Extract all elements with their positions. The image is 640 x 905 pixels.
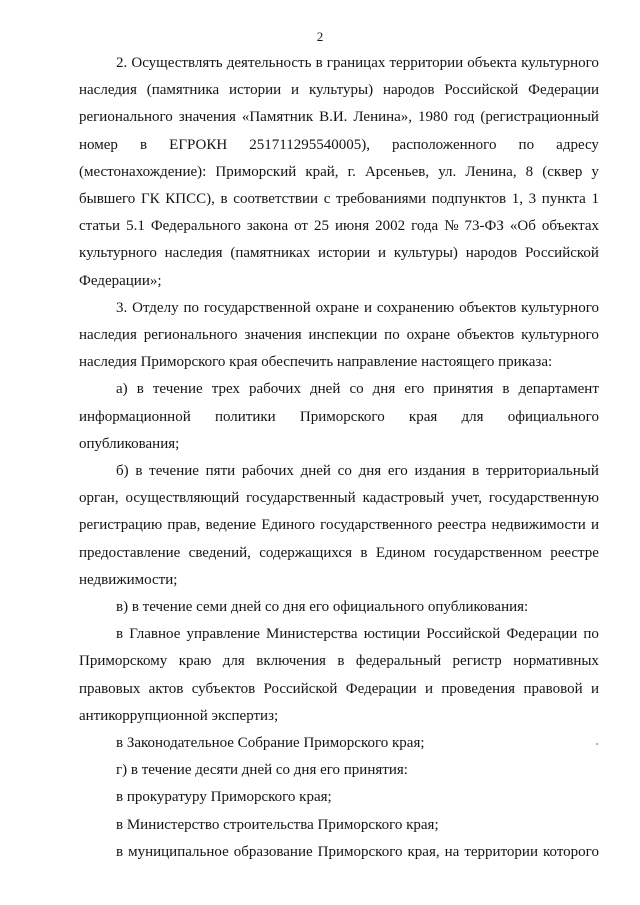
word: по [384, 327, 400, 344]
word: в [139, 136, 148, 153]
word: в [116, 843, 124, 860]
word: в [135, 463, 143, 480]
paragraph-recipient-ministry [79, 812, 599, 839]
paragraph-recipient-justice [79, 621, 599, 730]
paragraph-subitem-g [79, 757, 599, 784]
word: рабочих [241, 463, 294, 480]
text-line [79, 676, 599, 703]
text-line [79, 50, 599, 77]
word: сведений, [188, 544, 251, 561]
word: Приморскому [79, 653, 168, 670]
word: (памятниках [230, 245, 311, 262]
text-line [79, 648, 599, 675]
word: течение [149, 463, 199, 480]
word: ГК [140, 191, 160, 208]
document-body [79, 50, 599, 866]
word: народов [382, 82, 435, 99]
word: включения [256, 653, 326, 670]
word: в [337, 653, 345, 670]
word: «Памятник [241, 109, 314, 126]
word: 3 [528, 191, 537, 208]
word: 5.1 [126, 218, 145, 235]
word: территориальный [485, 463, 599, 480]
word: 3. [116, 299, 128, 316]
word: со [349, 381, 364, 398]
paragraph-subitem-b [79, 458, 599, 594]
word: Приморского [299, 408, 385, 425]
text-line: в Министерство строительства Приморского края; [116, 816, 439, 833]
word: реестре [550, 544, 599, 561]
text-line: опубликования; [79, 435, 180, 452]
word: края, [407, 843, 440, 860]
word: в [136, 381, 144, 398]
word: дней [310, 381, 341, 398]
word: объектов [459, 299, 517, 316]
word: объекта [467, 55, 517, 71]
word: Министерства [266, 626, 358, 643]
word: издания [414, 463, 466, 480]
paragraph-item-3 [79, 295, 599, 377]
text-line: недвижимости; [79, 571, 178, 588]
word: и [424, 680, 434, 697]
word: рабочих [248, 381, 301, 398]
scan-speck [596, 743, 598, 745]
word: правовых [79, 680, 141, 697]
word: значения [178, 109, 236, 126]
word: прав, [167, 517, 201, 534]
word: департамент [518, 381, 599, 398]
word: проведения [441, 680, 516, 697]
word: государственный [246, 490, 356, 507]
word: для [222, 653, 245, 670]
text-line: антикоррупционной экспертиз; [79, 707, 279, 724]
word: регионального [143, 327, 238, 344]
text-line [79, 322, 599, 349]
word: Российской [444, 82, 519, 99]
paragraph-recipient-prosecutor [79, 784, 599, 811]
word: Российской [525, 245, 599, 262]
page-number: 2 [316, 29, 324, 44]
word: Приморский [215, 163, 297, 180]
word: правовой [523, 680, 583, 697]
word: Осуществлять [131, 55, 223, 71]
text-line [79, 240, 599, 267]
text-line [79, 159, 599, 186]
word: номер [79, 136, 118, 153]
word: г. [347, 163, 356, 180]
word: государственную [488, 490, 599, 507]
word: объектах [541, 218, 599, 235]
paragraph-recipient-assembly [79, 730, 599, 757]
word: край, [305, 163, 339, 180]
word: культуры) [308, 82, 374, 99]
word: содержащихся [259, 544, 352, 561]
text-line [79, 540, 599, 567]
word: подпунктов [431, 191, 507, 208]
text-line: наследия Приморского края обеспечить направление настоящего приказа: [79, 354, 553, 371]
word: нормативных [513, 653, 599, 670]
word: кадастровый [362, 490, 445, 507]
word: значения [244, 327, 302, 344]
word: юстиции [363, 626, 421, 643]
word: Единого [261, 517, 315, 534]
paragraph-subitem-v [79, 594, 599, 621]
word: деятельность [226, 55, 312, 71]
text-line: г) в течение десяти дней со дня его принятия: [116, 762, 408, 779]
word: края [408, 408, 438, 425]
word: и [363, 299, 372, 316]
word: и [590, 517, 599, 534]
word: истории [318, 245, 371, 262]
word: регистр [452, 653, 502, 670]
word: его [404, 381, 425, 398]
word: государственной [203, 299, 311, 316]
word: Арсеньев, [364, 163, 430, 180]
word: охране [315, 299, 360, 316]
word: 25 [313, 218, 329, 235]
word: (местонахождение): [79, 163, 207, 180]
text-line: Федерации»; [79, 272, 162, 289]
word: год [453, 109, 475, 126]
word: реестра [437, 517, 487, 534]
word: недвижимости [491, 517, 586, 534]
word: образование [233, 843, 313, 860]
word: границах [326, 55, 386, 71]
word: Едином [375, 544, 426, 561]
text-line [79, 132, 599, 159]
paragraph-item-2 [79, 50, 599, 295]
word: 1980 [418, 109, 448, 126]
paragraph-subitem-a [79, 376, 599, 458]
word: осуществляющий [125, 490, 240, 507]
word: июня [334, 218, 370, 235]
word: № [444, 218, 459, 235]
word: охране [406, 327, 451, 344]
text-line [79, 485, 599, 512]
word: ЕГРОКН [169, 136, 228, 153]
word: в [502, 381, 510, 398]
word: по [518, 136, 535, 153]
word: федеральный [355, 653, 442, 670]
word: со [337, 463, 352, 480]
word: КПСС), [165, 191, 215, 208]
word: и [291, 82, 300, 99]
word: государственном [433, 544, 542, 561]
word: краю [178, 653, 212, 670]
word: пункта [541, 191, 586, 208]
word: по [583, 626, 599, 643]
text-line [79, 104, 599, 131]
word: 2. [116, 55, 128, 71]
word: в [220, 191, 228, 208]
word: в [360, 544, 368, 561]
word: муниципальное [128, 843, 229, 860]
word: соответствии [233, 191, 319, 208]
word: ведение [205, 517, 257, 534]
word: ул. [438, 163, 457, 180]
word: Российской [263, 680, 338, 697]
text-line: в прокуратуру Приморского края; [116, 789, 332, 806]
word: 251711295540005), [249, 136, 370, 153]
word: субъектов [191, 680, 256, 697]
word: предоставление [79, 544, 181, 561]
word: 1 [591, 191, 599, 208]
word: 73-ФЗ [464, 218, 504, 235]
text-line [79, 295, 599, 322]
word: регистрацию [79, 517, 163, 534]
word: (сквер [542, 163, 583, 180]
text-line [79, 213, 599, 240]
word: (памятника [146, 82, 220, 99]
word: орган, [79, 490, 119, 507]
word: дней [300, 463, 331, 480]
word: территории [389, 55, 464, 71]
word: Федерального [150, 218, 241, 235]
word: политики [214, 408, 276, 425]
text-line: в Законодательное Собрание Приморского края; [116, 735, 425, 752]
text-line [79, 458, 599, 485]
word: истории [229, 82, 282, 99]
word: официального [507, 408, 599, 425]
word: с [323, 191, 331, 208]
word: «Об [509, 218, 536, 235]
word: культурного [521, 55, 599, 71]
word: б) [116, 463, 129, 480]
word: по [183, 299, 199, 316]
word: 1, [511, 191, 523, 208]
word: дня [372, 381, 396, 398]
word: наследия [79, 82, 137, 99]
word: требованиями [336, 191, 427, 208]
word: территории [464, 843, 538, 860]
word: народов [465, 245, 518, 262]
word: расположенного [392, 136, 497, 153]
word: объектов [456, 327, 515, 344]
text-line [79, 376, 599, 403]
word: Федерации [506, 626, 578, 643]
word: бывшего [79, 191, 136, 208]
word: в [315, 55, 323, 71]
word: закона [246, 218, 289, 235]
word: учет, [451, 490, 482, 507]
word: трех [211, 381, 240, 398]
word: адресу [556, 136, 599, 153]
word: принятия [433, 381, 494, 398]
word: от [294, 218, 308, 235]
text-line: в) в течение семи дней со дня его официального опубликования: [116, 599, 529, 616]
word: управление [186, 626, 260, 643]
word: наследия [164, 245, 223, 262]
word: в [116, 626, 124, 643]
text-line [79, 404, 599, 431]
word: 2002 [375, 218, 406, 235]
text-line [79, 186, 599, 213]
word: года [411, 218, 439, 235]
word: Федерации [345, 680, 417, 697]
word: информационной [79, 408, 191, 425]
word: инспекции [308, 327, 378, 344]
word: культурного [521, 299, 599, 316]
word: 8 [525, 163, 534, 180]
word: актов [148, 680, 184, 697]
text-line [79, 77, 599, 104]
word: течение [152, 381, 203, 398]
word: в [472, 463, 480, 480]
word: регионального [79, 109, 173, 126]
word: статьи [79, 218, 121, 235]
word: культурного [79, 245, 157, 262]
word: Отделу [132, 299, 179, 316]
word: у [591, 163, 599, 180]
word: на [444, 843, 460, 860]
word: и [377, 245, 386, 262]
word: культурного [521, 327, 599, 344]
word: а) [116, 381, 128, 398]
word: пяти [205, 463, 236, 480]
word: дня [358, 463, 382, 480]
word: (регистрационный [480, 109, 599, 126]
word: Ленина, [465, 163, 517, 180]
word: его [387, 463, 408, 480]
word: Ленина», [353, 109, 413, 126]
word: и [590, 680, 599, 697]
word: В.И. [319, 109, 348, 126]
word: сохранению [376, 299, 455, 316]
word: Федерации [528, 82, 599, 99]
paragraph-recipient-municipality [79, 839, 599, 866]
word: которого [543, 843, 599, 860]
word: наследия [79, 327, 137, 344]
text-line [79, 512, 599, 539]
word: Главное [129, 626, 181, 643]
word: Приморского [317, 843, 403, 860]
word: для [461, 408, 484, 425]
text-line [79, 839, 599, 866]
text-line [79, 621, 599, 648]
word: государственного [320, 517, 433, 534]
word: Российской [426, 626, 501, 643]
word: культуры) [393, 245, 458, 262]
